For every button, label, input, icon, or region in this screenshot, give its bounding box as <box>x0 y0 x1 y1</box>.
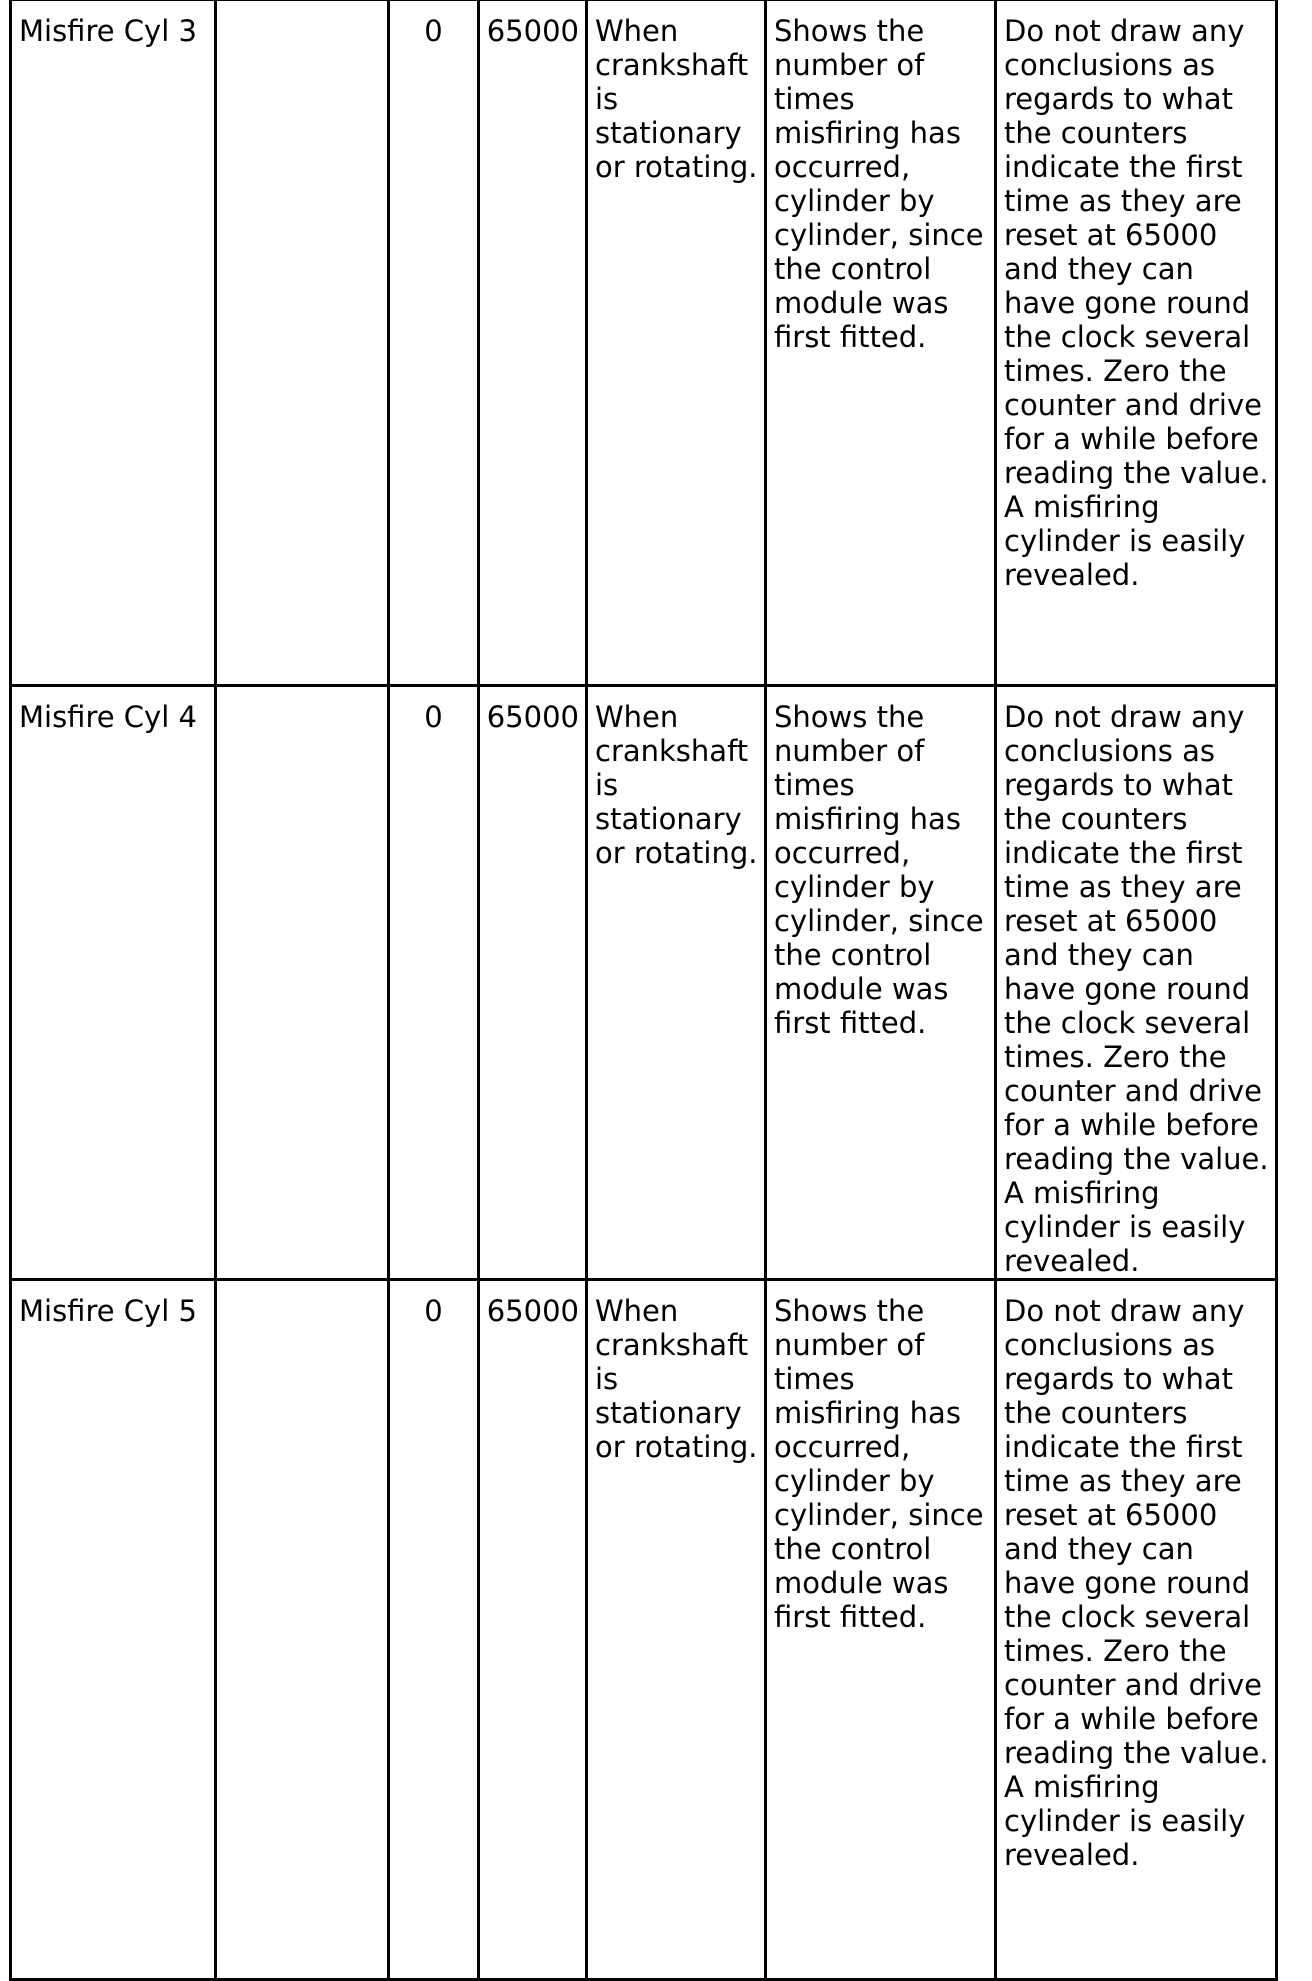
table-row <box>11 0 1277 686</box>
unit-cell <box>216 1280 389 1980</box>
condition-cell: When crankshaft is stationary or rotating. <box>587 686 766 1280</box>
note-cell: Do not draw any conclusions as regards to what the counters indicate the first time as they are reset at 65000 and they can have gone round the clock several times. Zero the counter and drive for a while before reading the value. A misfiring cylinder is easily revealed. <box>996 1280 1277 1980</box>
note-cell: Do not draw any conclusions as regards to what the counters indicate the first time as they are reset at 65000 and they can have gone round the clock several times. Zero the counter and drive for a while before reading the value. A misfiring cylinder is easily revealed. <box>996 686 1277 1280</box>
max-value-cell: 65000 <box>479 0 587 686</box>
min-value-cell: 0 <box>389 1280 479 1980</box>
parameter-name-cell: Misfire Cyl 5 <box>11 1280 216 1980</box>
unit-cell <box>216 0 389 686</box>
description-cell: Shows the number of times misfiring has occurred, cylinder by cylinder, since the control module was first fitted. <box>766 1280 996 1980</box>
table-row <box>11 686 1277 1280</box>
min-value-cell: 0 <box>389 0 479 686</box>
parameter-name-cell: Misfire Cyl 3 <box>11 0 216 686</box>
min-value-cell: 0 <box>389 686 479 1280</box>
parameter-table <box>9 0 1278 1981</box>
max-value-cell: 65000 <box>479 686 587 1280</box>
table-row <box>11 1280 1277 1980</box>
description-cell: Shows the number of times misfiring has occurred, cylinder by cylinder, since the control module was first fitted. <box>766 686 996 1280</box>
max-value-cell: 65000 <box>479 1280 587 1980</box>
description-cell: Shows the number of times misfiring has occurred, cylinder by cylinder, since the control module was first fitted. <box>766 0 996 686</box>
condition-cell: When crankshaft is stationary or rotating. <box>587 1280 766 1980</box>
note-cell: Do not draw any conclusions as regards to what the counters indicate the first time as they are reset at 65000 and they can have gone round the clock several times. Zero the counter and drive for a while before reading the value. A misfiring cylinder is easily revealed. <box>996 0 1277 686</box>
condition-cell: When crankshaft is stationary or rotating. <box>587 0 766 686</box>
parameter-name-cell: Misfire Cyl 4 <box>11 686 216 1280</box>
unit-cell <box>216 686 389 1280</box>
